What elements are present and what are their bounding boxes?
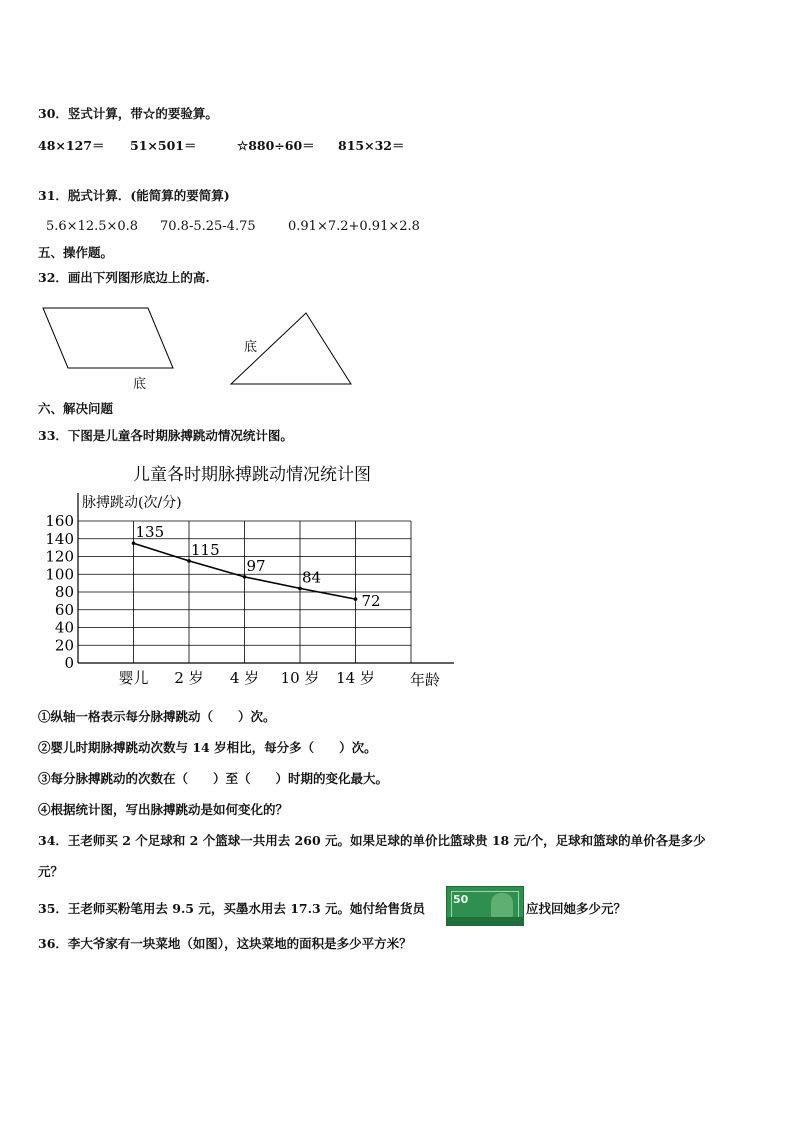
chart-y-tick-label: 20: [54, 636, 74, 655]
chart-data-point: [298, 587, 302, 591]
chart-x-tick-label: 婴儿: [118, 669, 149, 687]
parallelogram-figure: [40, 305, 180, 370]
chart-data-label: 84: [302, 568, 322, 587]
q30-expr-2: 51×501＝: [130, 138, 197, 153]
chart-data-label: 135: [135, 523, 165, 542]
q35-text-before: 35．王老师买粉笔用去 9.5 元，买墨水用去 17.3 元。她付给售货员: [38, 901, 425, 916]
q33-sub4: ④根据统计图，写出脉搏跳动是如何变化的？: [38, 802, 289, 817]
q31-title: 31．脱式计算．(能简算的要简算): [38, 188, 230, 203]
chart-y-tick-label: 160: [45, 512, 74, 530]
chart-y-tick-label: 120: [45, 547, 74, 566]
q31-expr-2: 70.8-5.25-4.75: [160, 219, 256, 234]
q33-sub3: ③每分脉搏跳动的次数在（ ）至（ ）时期的变化最大。: [38, 771, 389, 786]
chart-y-tick-label: 80: [54, 583, 74, 601]
chart-y-axis-label: 脉搏跳动(次/分): [82, 495, 182, 511]
q30-title: 30．竖式计算，带☆的要验算。: [38, 106, 218, 121]
section-5-heading: 五、操作题。: [38, 245, 114, 260]
chart-x-tick-label: 14 岁: [336, 669, 375, 687]
chart-title: 儿童各时期脉搏跳动情况统计图: [133, 465, 371, 485]
chart-y-tick-label: 140: [45, 529, 74, 548]
chart-x-tick-label: 4 岁: [229, 669, 260, 687]
q30-expr-1: 48×127＝: [38, 138, 105, 153]
triangle-side-label: 底: [244, 340, 258, 355]
chart-data-point: [243, 575, 247, 579]
q33-sub2: ②婴儿时期脉搏跳动次数与 14 岁相比，每分多（ ）次。: [38, 740, 377, 755]
q35-text-after: 应找回她多少元？: [526, 901, 627, 916]
q32-title: 32．画出下列图形底边上的高.: [38, 270, 210, 285]
banknote-value: 50: [453, 893, 469, 906]
q33-title: 33．下图是儿童各时期脉搏跳动情况统计图。: [38, 428, 293, 443]
chart-x-tick-label: 10 岁: [280, 669, 320, 687]
chart-y-tick-label: 60: [54, 600, 74, 619]
chart-data-label: 97: [246, 556, 266, 575]
chart-y-tick-label: 100: [45, 565, 74, 584]
chart-data-label: 115: [191, 540, 220, 559]
pulse-line-chart: [30, 455, 470, 695]
q31-expr-3: 0.91×7.2+0.91×2.8: [288, 219, 420, 234]
q34-line1: 34．王老师买 2 个足球和 2 个篮球一共用去 260 元。如果足球的单价比篮球贵 18 元/个，足球和篮球的单价各是多少: [38, 833, 706, 848]
fifty-yuan-banknote-image: [446, 886, 524, 926]
chart-data-point: [132, 541, 136, 545]
section-6-heading: 六、解决问题: [38, 401, 114, 416]
banknote-portrait-icon: [491, 893, 513, 919]
q30-expr-4: 815×32＝: [338, 138, 405, 153]
q31-expr-1: 5.6×12.5×0.8: [46, 219, 139, 234]
q30-expr-3: ☆880÷60＝: [237, 138, 315, 153]
q34-line2: 元？: [38, 864, 64, 879]
q33-sub1: ①纵轴一格表示每分脉搏跳动（ ）次。: [38, 709, 276, 724]
chart-data-point: [187, 559, 191, 563]
chart-x-tick-label: 2 岁: [174, 669, 204, 687]
parallelogram-base-label: 底: [133, 377, 147, 392]
chart-y-tick-label: 40: [54, 618, 74, 637]
chart-data-label: 72: [361, 592, 381, 611]
chart-x-axis-label: 年龄: [410, 671, 441, 689]
chart-data-point: [354, 597, 358, 601]
q36-title: 36．李大爷家有一块菜地（如图），这块菜地的面积是多少平方米？: [38, 936, 412, 951]
chart-y-tick-label: 0: [64, 654, 74, 672]
